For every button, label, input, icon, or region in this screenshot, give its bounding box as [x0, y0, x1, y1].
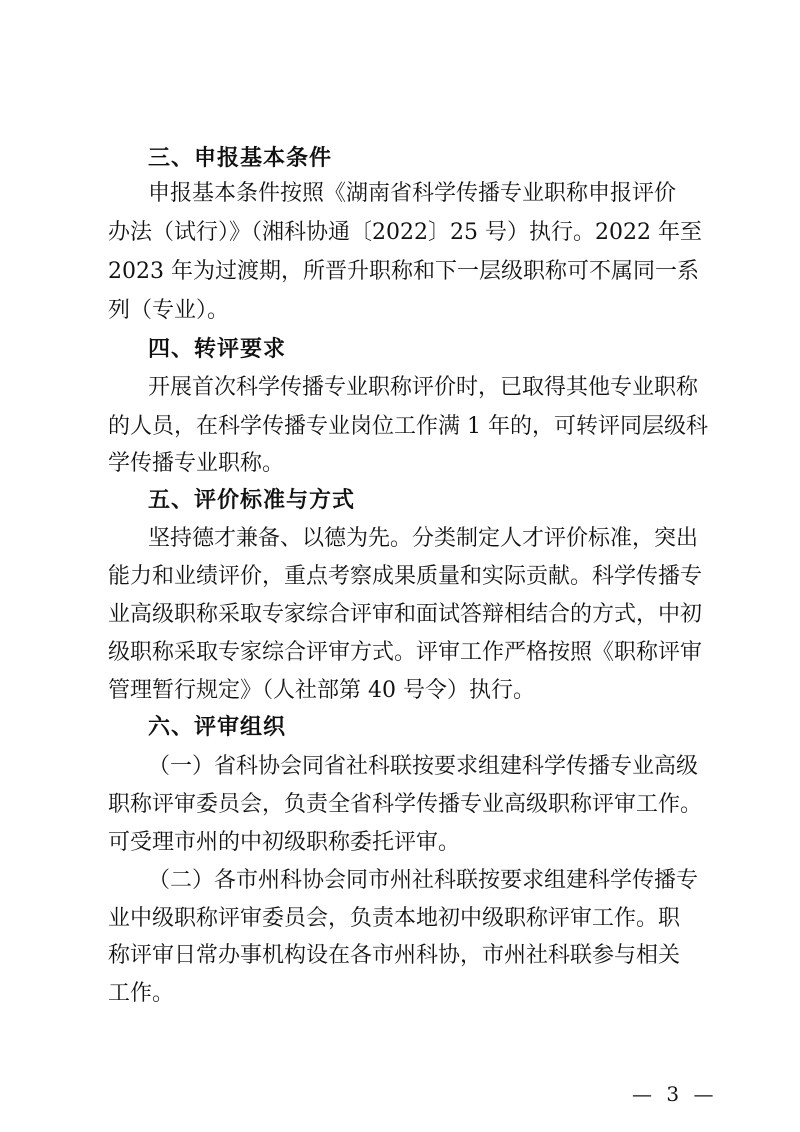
body-line: 可受理市州的中初级职称委托评审。	[108, 830, 461, 855]
body-line: 业高级职称采取专家综合评审和面试答辩相结合的方式，中初	[108, 602, 703, 627]
body-line: （二）各市州科协会同市州社科联按要求组建科学传播专	[148, 868, 699, 893]
body-line: 学传播专业职称。	[108, 451, 285, 476]
section-heading-4: 四、转评要求	[148, 337, 287, 362]
body-line: 管理暂行规定》（人社部第 40 号令）执行。	[108, 678, 535, 703]
body-line: 工作。	[108, 981, 175, 1006]
body-line: 职称评审委员会，负责全省科学传播专业高级职称评审工作。	[108, 792, 703, 817]
section-heading-6: 六、评审组织	[148, 715, 287, 740]
page-number: — 3 —	[632, 1082, 718, 1106]
body-line: 的人员，在科学传播专业岗位工作满 1 年的，可转评同层级科	[108, 414, 708, 439]
body-line: 申报基本条件按照《湖南省科学传播专业职称申报评价	[148, 181, 677, 206]
body-line: 坚持德才兼备、以德为先。分类制定人才评价标准，突出	[148, 526, 699, 551]
body-line: 列（专业）。	[108, 298, 230, 323]
section-heading-3: 三、申报基本条件	[148, 146, 333, 171]
body-line: 业中级职称评审委员会，负责本地初中级职称评审工作。职	[108, 906, 681, 931]
body-line: 能力和业绩评价，重点考察成果质量和实际贡献。科学传播专	[108, 564, 703, 589]
body-line: 级职称采取专家综合评审方式。评审工作严格按照《职称评审	[108, 640, 703, 665]
body-line: 2023 年为过渡期，所晋升职称和下一层级职称可不属同一系	[108, 259, 699, 284]
body-line: 开展首次科学传播专业职称评价时，已取得其他专业职称	[148, 375, 699, 400]
body-line: 办法（试行）》（湘科协通〔2022〕25 号）执行。2022 年至	[108, 220, 702, 245]
section-heading-5: 五、评价标准与方式	[148, 488, 356, 513]
body-line: （一）省科协会同省社科联按要求组建科学传播专业高级	[148, 754, 699, 779]
body-line: 称评审日常办事机构设在各市州科协，市州社科联参与相关	[108, 943, 681, 968]
